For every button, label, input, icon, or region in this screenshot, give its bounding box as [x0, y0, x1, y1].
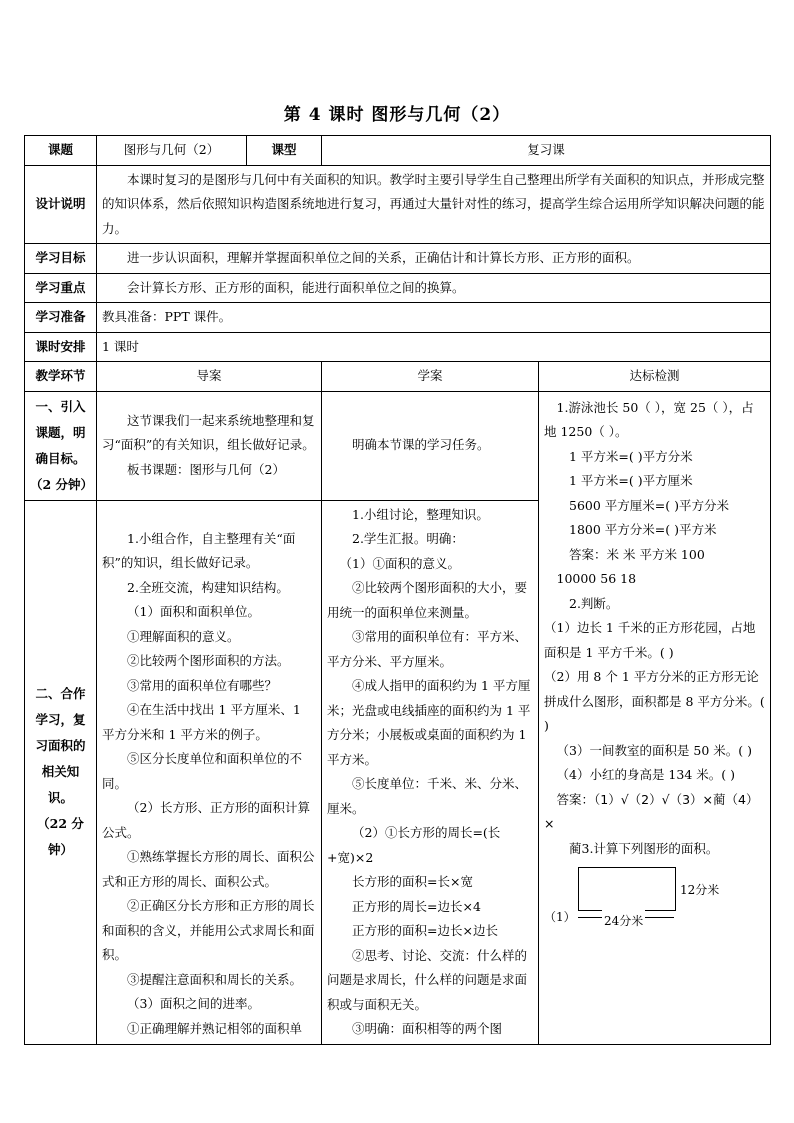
check-line: （1）边长 1 千米的正方形花园，占地面积是 1 平方千米。( )	[544, 620, 756, 660]
height-label: 12分米	[680, 883, 720, 897]
goal-text: 进一步认识面积，理解并掌握面积单位之间的关系，正确估计和计算长方形、正方形的面积。	[127, 250, 640, 265]
row-columns	[25, 362, 771, 392]
stage2-guide-line: ③常用的面积单位有哪些？	[127, 677, 278, 693]
type-value: 复习课	[322, 136, 771, 166]
stage2-label-line: 相关知识。	[41, 764, 80, 805]
row-topic	[25, 136, 771, 166]
col-study: 学案	[322, 362, 539, 392]
schedule-text: 1 课时	[97, 332, 771, 362]
check-line: 1800 平方分米=( )平方米	[569, 522, 717, 537]
stage2-label-line: （22 分钟）	[37, 816, 84, 857]
check-line: 答案：（1）√（2）√（3）×蔺（4）×	[544, 791, 759, 831]
stage2-guide-line: （1）面积和面积单位。	[127, 604, 260, 619]
stage2-guide-line: ③提醒注意面积和周长的关系。	[127, 971, 303, 987]
stage2-guide-line: ①理解面积的意义。	[127, 628, 240, 644]
row-goal	[25, 244, 771, 274]
stage2-study-line: ②比较两个图形面积的大小，要用统一的面积单位来测量。	[327, 580, 528, 620]
focus-text: 会计算长方形、正方形的面积，能进行面积单位之间的换算。	[127, 279, 465, 295]
col-guide: 导案	[97, 362, 322, 392]
col-check: 达标检测	[539, 362, 771, 392]
stage1-label-line: 课题，明	[35, 424, 86, 440]
check-line: （3）一间教室的面积是 50 米。( )	[556, 742, 753, 758]
stage2-label-line: 习面积的	[35, 738, 86, 753]
stage2-guide-line: ②比较两个图形面积的方法。	[127, 653, 290, 668]
topic-value: 图形与几何（2）	[97, 136, 247, 166]
stage2-study-line: ③常用的面积单位有：平方米、平方分米、平方厘米。	[327, 629, 528, 669]
check-line: （4）小红的身高是 134 米。( )	[556, 767, 735, 782]
lesson-plan-table	[24, 135, 771, 1045]
check-line: 2.判断。	[569, 595, 619, 611]
schedule-label: 课时安排	[25, 332, 97, 362]
stage2-study-line: 1.小组讨论，整理知识。	[352, 506, 489, 522]
prep-label: 学习准备	[25, 303, 97, 333]
type-label: 课型	[247, 136, 322, 166]
check-line: 蔺3.计算下列图形的面积。	[569, 840, 719, 856]
stage1-label-line: 确目标。	[35, 450, 86, 466]
focus-cell	[97, 273, 771, 303]
stage2-guide-line: 2.全班交流，构建知识结构。	[127, 579, 289, 595]
stage2-guide-line: ④在生活中找出 1 平方厘米、1 平方分米和 1 平方米的例子。	[102, 702, 301, 742]
stage2-study-line: ⑤长度单位：千米、米、分米、厘米。	[327, 776, 528, 816]
check-line: 答案：米 米 平方米 100	[569, 546, 705, 562]
stage2-study-line: 正方形的周长=边长×4	[352, 898, 481, 914]
check-line: （2）用 8 个 1 平方分米的正方形无论拼成什么图形，面积都是 8 平方分米。( )	[544, 669, 765, 733]
design-text: 本课时复习的是图形与几何中有关面积的知识。教学时主要引导学生自己整理出所学有关面积的知识点，并形成完整的知识体系，然后依照知识构造图系统地进行复习，再通过大量针对性的练习，提高学生综合运用所学知识解决问题的能力。	[102, 171, 765, 236]
stage1-guide-line: 这节课我们一起来系统地整理和复习“面积”的有关知识，组长做好记录。	[102, 412, 315, 453]
stage1-label	[25, 391, 97, 500]
stage2-label-line: 二、合作	[35, 686, 86, 701]
check-line: 1.游泳池长 50（ ），宽 25（ ），占地 1250（ ）。	[544, 399, 754, 439]
stage2-label-line: 学习，复	[35, 712, 86, 727]
stage2-study-line: 2.学生汇报。明确：	[352, 531, 464, 546]
check-line: 10000 56 18	[556, 571, 637, 586]
row-schedule	[25, 332, 771, 362]
stage2-study-line: ②思考、讨论、交流：什么样的问题是求周长，什么样的问题是求面积或与面积无关。	[327, 947, 528, 1012]
stage2-guide-line: 1.小组合作，自主整理有关“面积”的知识，组长做好记录。	[102, 530, 296, 570]
stage2-guide-line: ②正确区分长方形和正方形的周长和面积的含义，并能用公式求周长和面积。	[102, 898, 315, 962]
check-cell	[539, 391, 771, 1044]
stage1-study-text: 明确本节课的学习任务。	[352, 437, 490, 453]
width-label: 24分米	[602, 909, 645, 934]
figure-number: （1）	[544, 910, 576, 924]
rectangle-shape	[578, 867, 676, 911]
row-design	[25, 165, 771, 244]
stage2-study	[322, 500, 539, 1044]
stage2-study-line: ④成人指甲的面积约为 1 平方厘米；光盘或电线插座的面积约为 1 平方分米；小展板或桌面的面积约为 1 平方米。	[327, 678, 531, 767]
check-line: 1 平方米=( )平方分米	[569, 448, 693, 464]
row-focus	[25, 273, 771, 303]
stage2-study-line: （1）①面积的意义。	[339, 555, 460, 571]
design-label: 设计说明	[25, 165, 97, 244]
height-dimension-line	[675, 867, 677, 909]
stage1-guide	[97, 391, 322, 500]
stage1-label-line: （2 分钟）	[30, 476, 94, 492]
stage2-guide-line: ①熟练掌握长方形的周长、面积公式和正方形的周长、面积公式。	[102, 849, 315, 889]
col-stage: 教学环节	[25, 362, 97, 392]
check-line: 1 平方米=( )平方厘米	[569, 473, 693, 488]
check-line: 5600 平方厘米=( )平方分米	[569, 497, 729, 513]
row-prep	[25, 303, 771, 333]
goal-cell	[97, 244, 771, 274]
stage2-guide-line: （3）面积之间的进率。	[127, 996, 260, 1011]
page-title: 第 4 课时 图形与几何（2）	[283, 105, 511, 125]
stage2-guide	[97, 500, 322, 1044]
stage2-guide-line: ⑤区分长度单位和面积单位的不同。	[102, 751, 303, 791]
stage2-study-line: 正方形的面积=边长×边长	[352, 923, 498, 938]
stage2-study-line: ③明确：面积相等的两个图	[352, 1021, 503, 1036]
stage2-study-line: 长方形的面积=长×宽	[352, 874, 473, 889]
stage1-label-line: 一、引入	[35, 398, 86, 414]
row-stage1	[25, 391, 771, 500]
stage2-guide-line: （2）长方形、正方形的面积计算公式。	[102, 800, 310, 840]
stage2-guide-line: ①正确理解并熟记相邻的面积单	[127, 1020, 303, 1036]
stage2-label	[25, 500, 97, 1044]
goal-label: 学习目标	[25, 244, 97, 274]
rectangle-figure	[544, 863, 765, 928]
focus-label: 学习重点	[25, 273, 97, 303]
prep-text: 教具准备：PPT 课件。	[97, 303, 771, 333]
design-cell	[97, 165, 771, 244]
stage2-study-line: （2）①长方形的周长=(长+宽)×2	[327, 825, 501, 865]
stage1-study	[322, 391, 539, 500]
topic-label: 课题	[25, 136, 97, 166]
stage1-guide-line: 板书课题：图形与几何（2）	[127, 461, 285, 477]
